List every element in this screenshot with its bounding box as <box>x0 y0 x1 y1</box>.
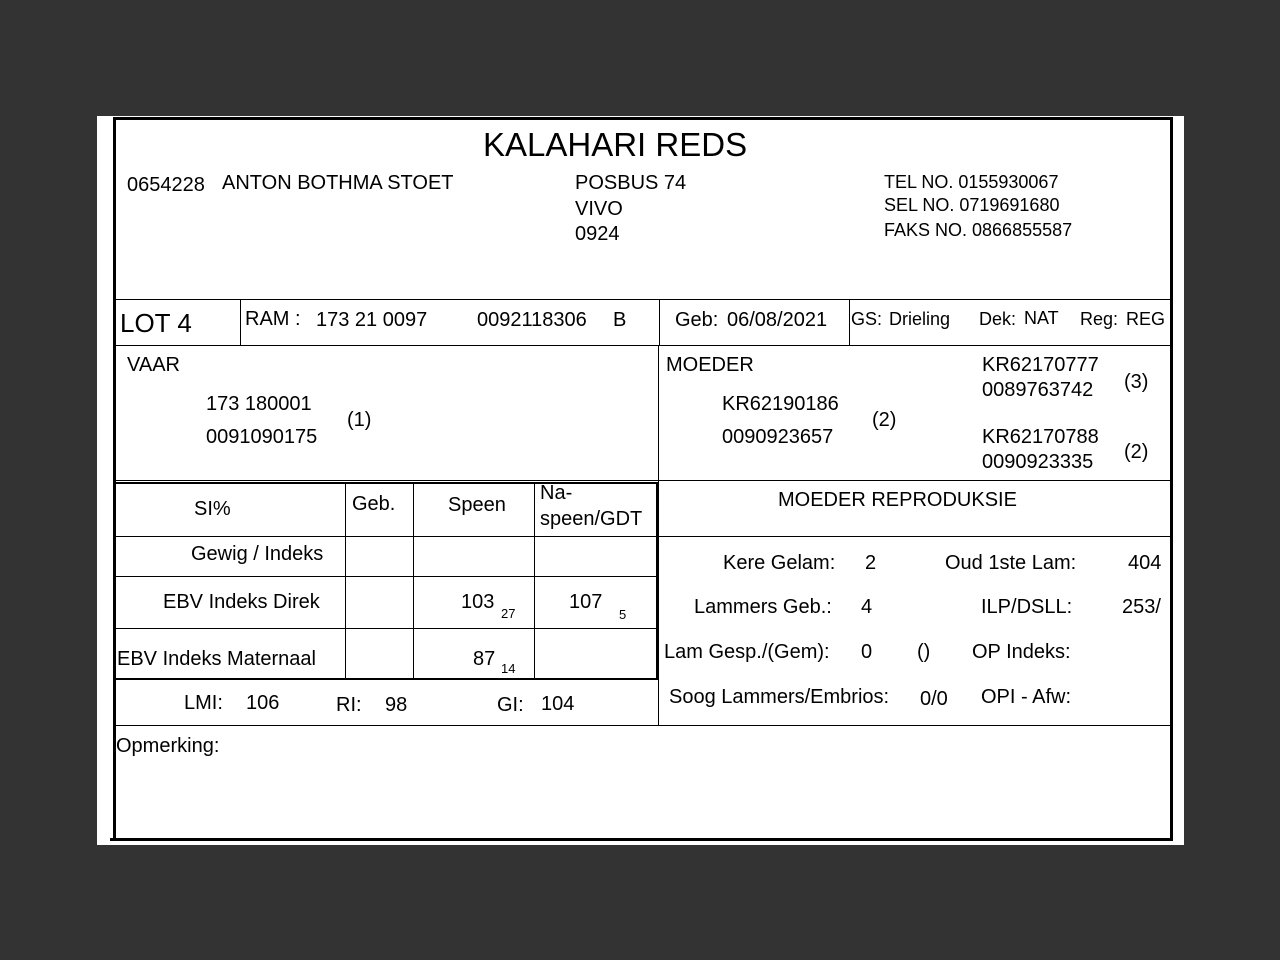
card-title: KALAHARI REDS <box>483 126 748 163</box>
oud-lam-label: Oud 1ste Lam: <box>945 552 1077 574</box>
col-si-header: SI% <box>194 498 231 520</box>
grand-dam-2-id: 0090923335 <box>982 451 1094 473</box>
table-bottom-rule <box>115 678 658 680</box>
frame-bottom <box>110 838 1171 841</box>
lot-card <box>97 116 1184 845</box>
reg-value: REG <box>1126 309 1166 329</box>
dek-label: Dek: <box>979 309 1017 329</box>
sire-label: VAAR <box>127 354 180 376</box>
kere-gelam-value: 2 <box>865 552 877 574</box>
rule-lot-top <box>115 299 1170 300</box>
sel-number: SEL NO. 0719691680 <box>884 195 1060 215</box>
lmi-value: 106 <box>246 692 280 714</box>
row-maternaal-label: EBV Indeks Maternaal <box>117 648 316 670</box>
lammers-geb-value: 4 <box>861 596 873 618</box>
grand-dam-2-number: KR62170788 <box>982 426 1099 448</box>
ri-value: 98 <box>385 694 408 716</box>
maternaal-speen-value: 87 <box>473 648 496 670</box>
maternaal-speen-accuracy: 14 <box>501 661 516 676</box>
ram-grade: B <box>613 309 627 331</box>
lam-gesp-label: Lam Gesp./(Gem): <box>664 641 830 663</box>
table-col-3 <box>534 482 535 678</box>
address-line-3: 0924 <box>575 223 620 245</box>
lammers-geb-label: Lammers Geb.: <box>694 596 832 618</box>
sire-mark: (1) <box>347 409 372 431</box>
kere-gelam-label: Kere Gelam: <box>723 552 836 574</box>
rule-lot-div-1 <box>240 299 241 345</box>
table-col-4 <box>656 482 658 678</box>
address-line-2: VIVO <box>575 198 623 220</box>
soog-lammers-label: Soog Lammers/Embrios: <box>669 686 890 708</box>
address-line-1: POSBUS 74 <box>575 172 687 194</box>
row-gewig-label: Gewig / Indeks <box>191 543 324 565</box>
direk-speen-accuracy: 27 <box>501 606 516 621</box>
fax-number: FAKS NO. 0866855587 <box>884 220 1073 240</box>
gi-label: GI: <box>497 694 524 716</box>
col-naspeen-header-2: speen/GDT <box>540 508 643 530</box>
grand-dam-1-mark: (3) <box>1124 371 1149 393</box>
rule-lot-div-2 <box>659 299 660 345</box>
sire-id: 0091090175 <box>206 426 318 448</box>
ram-number: 173 21 0097 <box>316 309 428 331</box>
lot-number: LOT 4 <box>120 308 192 338</box>
grand-dam-1-number: KR62170777 <box>982 354 1099 376</box>
ilp-dsll-value: 253/ <box>1122 596 1161 618</box>
table-col-1 <box>345 482 346 678</box>
direk-naspeen-value: 107 <box>569 591 603 613</box>
ram-id: 0092118306 <box>477 309 587 331</box>
oud-lam-value: 404 <box>1128 552 1162 574</box>
rule-pedigree-bottom <box>115 480 1170 481</box>
soog-lammers-value: 0/0 <box>920 688 948 710</box>
row-direk-label: EBV Indeks Direk <box>163 591 320 613</box>
gi-value: 104 <box>541 693 575 715</box>
table-col-2 <box>413 482 414 678</box>
reg-label: Reg: <box>1080 309 1119 329</box>
remarks-label: Opmerking: <box>116 735 220 757</box>
table-top-rule <box>115 482 658 484</box>
dek-value: NAT <box>1024 308 1059 328</box>
indices-bottom-rule <box>115 725 1170 726</box>
lmi-label: LMI: <box>184 692 223 714</box>
gs-label: GS: <box>851 309 883 329</box>
table-rule-2 <box>115 576 658 577</box>
frame-top <box>113 117 1171 120</box>
op-indeks-label: OP Indeks: <box>972 641 1071 663</box>
table-rule-3 <box>115 628 658 629</box>
sire-number: 173 180001 <box>206 393 312 415</box>
frame-right <box>1170 117 1173 841</box>
ilp-dsll-label: ILP/DSLL: <box>981 596 1073 618</box>
direk-speen-value: 103 <box>461 591 495 613</box>
grand-dam-1-id: 0089763742 <box>982 379 1094 401</box>
ram-label: RAM : <box>245 308 301 330</box>
frame-left <box>113 117 116 841</box>
col-geb-header: Geb. <box>352 493 396 515</box>
col-naspeen-header-1: Na- <box>540 482 573 504</box>
grand-dam-2-mark: (2) <box>1124 441 1149 463</box>
dam-mark: (2) <box>872 409 897 431</box>
breeder-number: 0654228 <box>127 174 205 196</box>
rule-lot-div-3 <box>849 299 850 345</box>
rule-lot-bottom <box>115 345 1170 346</box>
dam-number: KR62190186 <box>722 393 839 415</box>
col-speen-header: Speen <box>448 494 506 516</box>
dam-id: 0090923657 <box>722 426 834 448</box>
gs-value: Drieling <box>889 309 951 329</box>
opi-afw-label: OPI - Afw: <box>981 686 1072 708</box>
lam-gesp-gem: () <box>917 641 931 663</box>
direk-naspeen-accuracy: 5 <box>619 607 627 622</box>
repro-title: MOEDER REPRODUKSIE <box>778 489 1017 511</box>
breeder-name: ANTON BOTHMA STOET <box>222 172 454 194</box>
birth-date: 06/08/2021 <box>727 309 828 331</box>
birth-label: Geb: <box>675 309 719 331</box>
ri-label: RI: <box>336 694 362 716</box>
tel-number: TEL NO. 0155930067 <box>884 172 1059 192</box>
lam-gesp-value: 0 <box>861 641 873 663</box>
dam-label: MOEDER <box>666 354 754 376</box>
table-rule-1 <box>115 536 1170 537</box>
